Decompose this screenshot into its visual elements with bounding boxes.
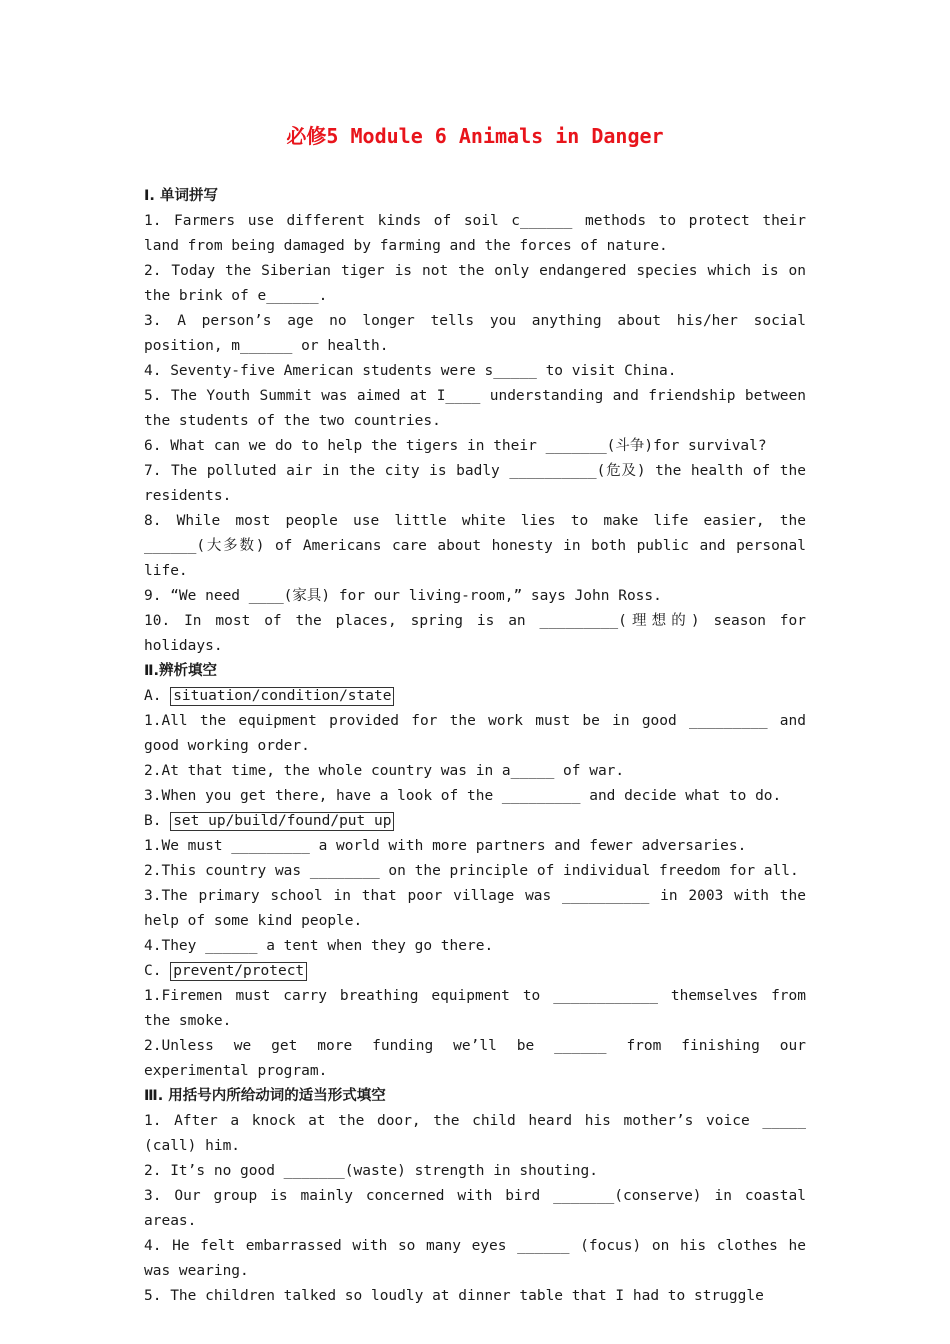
question-1-7: 7. The polluted air in the city is badly __________(危及) the health of the residents. bbox=[144, 463, 806, 504]
page-title: 必修5 Module 6 Animals in Danger bbox=[286, 124, 664, 148]
question-1-10: 10. In most of the places, spring is an _________(理想的) season for holidays. bbox=[144, 613, 806, 654]
section-2-heading: Ⅱ.辨析填空 bbox=[144, 663, 218, 679]
section-3-heading: Ⅲ. 用括号内所给动词的适当形式填空 bbox=[144, 1088, 386, 1104]
worksheet-page bbox=[144, 118, 806, 1309]
question-3-2: 2. It’s no good _______(waste) strength in shouting. bbox=[144, 1163, 598, 1179]
group-c-prefix: C. bbox=[144, 963, 162, 979]
group-a-label bbox=[144, 684, 806, 709]
question-3-1: 1. After a knock at the door, the child heard his mother’s voice _____ (call) him. bbox=[144, 1113, 806, 1154]
question-1-2: 2. Today the Siberian tiger is not the only endangered species which is on the brink of e______. bbox=[144, 263, 806, 304]
question-2c-2: 2.Unless we get more funding we’ll be ______ from finishing our experimental program. bbox=[144, 1038, 806, 1079]
question-1-1: 1. Farmers use different kinds of soil c______ methods to protect their land from being damaged by farming and the forces of nature. bbox=[144, 213, 806, 254]
question-2b-3: 3.The primary school in that poor village was __________ in 2003 with the help of some kind people. bbox=[144, 888, 806, 929]
question-2a-2: 2.At that time, the whole country was in a_____ of war. bbox=[144, 763, 625, 779]
question-3-5: 5. The children talked so loudly at dinner table that I had to struggle bbox=[144, 1288, 764, 1304]
question-1-5: 5. The Youth Summit was aimed at I____ understanding and friendship between the students of the two countries. bbox=[144, 388, 806, 429]
question-3-3: 3. Our group is mainly concerned with bird _______(conserve) in coastal areas. bbox=[144, 1188, 806, 1229]
question-2b-1: 1.We must _________ a world with more partners and fewer adversaries. bbox=[144, 838, 747, 854]
group-b-word-box: set up/build/found/put up bbox=[170, 812, 394, 831]
question-1-3: 3. A person’s age no longer tells you anything about his/her social position, m______ or health. bbox=[144, 313, 806, 354]
group-c-word-box: prevent/protect bbox=[170, 962, 307, 981]
group-b-label bbox=[144, 809, 806, 834]
question-2a-1: 1.All the equipment provided for the work must be in good _________ and good working order. bbox=[144, 713, 806, 754]
question-2b-4: 4.They ______ a tent when they go there. bbox=[144, 938, 494, 954]
question-3-4: 4. He felt embarrassed with so many eyes ______ (focus) on his clothes he was wearing. bbox=[144, 1238, 806, 1279]
section-1-heading: Ⅰ. 单词拼写 bbox=[144, 188, 218, 204]
question-2c-1: 1.Firemen must carry breathing equipment to ____________ themselves from the smoke. bbox=[144, 988, 806, 1029]
question-1-6: 6. What can we do to help the tigers in their _______(斗争)for survival? bbox=[144, 438, 767, 454]
group-a-word-box: situation/condition/state bbox=[170, 687, 394, 706]
question-2b-2: 2.This country was ________ on the principle of individual freedom for all. bbox=[144, 863, 799, 879]
group-b-prefix: B. bbox=[144, 813, 162, 829]
group-c-label bbox=[144, 959, 806, 984]
group-a-prefix: A. bbox=[144, 688, 162, 704]
question-1-9: 9. “We need ____(家具) for our living-room,” says John Ross. bbox=[144, 588, 662, 604]
question-1-8: 8. While most people use little white lies to make life easier, the ______(大多数) of Americans care about honesty in both public and personal life. bbox=[144, 513, 806, 579]
question-1-4: 4. Seventy-five American students were s_____ to visit China. bbox=[144, 363, 677, 379]
question-2a-3: 3.When you get there, have a look of the _________ and decide what to do. bbox=[144, 788, 782, 804]
